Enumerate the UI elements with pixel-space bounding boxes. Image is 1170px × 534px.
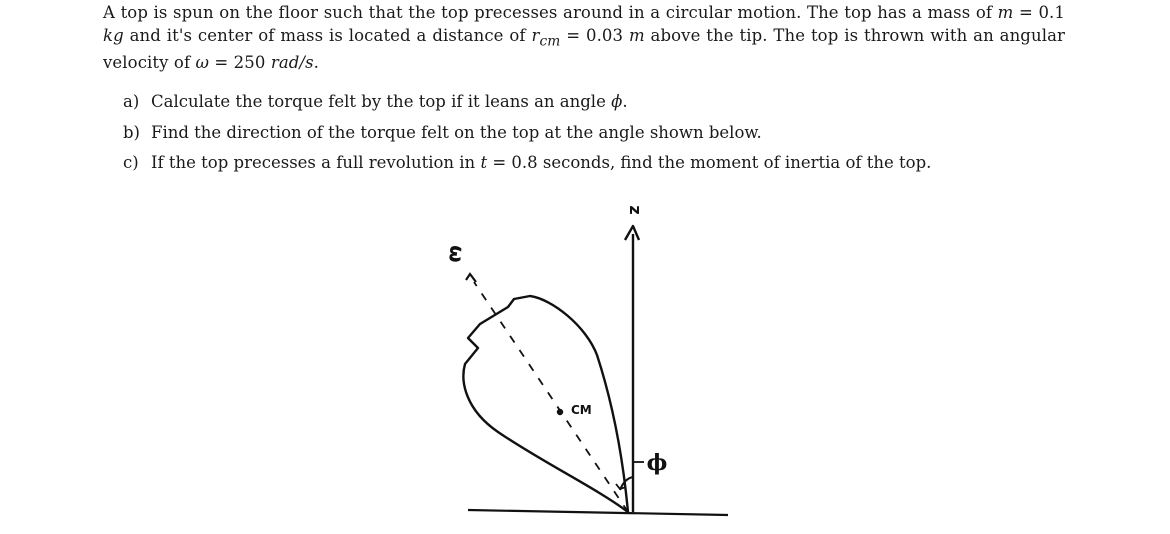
part-b-letter: b) <box>123 122 140 142</box>
part-a-text <box>151 92 628 111</box>
problem-statement <box>103 2 1065 75</box>
part-a <box>123 91 1023 122</box>
z-label: z <box>626 205 645 215</box>
part-c <box>123 152 1023 183</box>
rcm-unit: m <box>628 25 645 45</box>
omega-symbol: ω <box>195 53 210 73</box>
part-c-text <box>151 153 931 172</box>
problem-text-1: A top is spun on the floor such that the top precesses around in a circular motion. The top has a mass of <box>103 3 998 22</box>
omega-label: ω <box>444 244 470 264</box>
top-diagram <box>430 190 770 530</box>
omega-equals: = 250 <box>209 53 271 73</box>
spinning-top-figure <box>430 190 770 530</box>
problem-text-3: above the tip. The top is thrown with an angular velocity of <box>103 25 1065 73</box>
mass-symbol: m <box>997 3 1014 22</box>
part-a-text-main: Calculate the torque felt by the top if it leans an angle <box>151 92 612 111</box>
omega-unit: rad/s <box>270 53 314 73</box>
part-c-letter: c) <box>123 153 139 172</box>
omega-arrowhead <box>466 274 476 282</box>
rcm-symbol: r <box>531 25 540 45</box>
mass-unit: kg <box>103 25 124 45</box>
part-c-text-main: If the top precesses a full revolution in <box>151 153 481 172</box>
part-c-tail: = 0.8 seconds, find the moment of inertia of the top. <box>487 153 932 172</box>
floor-line <box>468 510 728 515</box>
part-c-var: t <box>480 153 488 172</box>
part-a-tail: . <box>622 92 628 111</box>
top-body <box>463 296 628 512</box>
mass-equals: = 0.1 <box>1013 3 1066 22</box>
question-parts <box>123 91 1023 183</box>
part-b <box>123 122 1023 153</box>
spin-axis <box>474 282 628 512</box>
part-b-text <box>151 123 762 142</box>
rcm-subscript: cm <box>539 32 561 49</box>
phi-label: ϕ <box>646 450 668 476</box>
problem-end: . <box>313 53 320 73</box>
part-a-var: ϕ <box>611 92 623 111</box>
cm-point <box>557 409 563 415</box>
problem-text-2: and it's center of mass is located a distance of <box>123 25 532 45</box>
cm-label: CM <box>571 403 592 417</box>
part-b-text-main: Find the direction of the torque felt on the top at the angle shown below. <box>151 122 762 142</box>
part-a-letter: a) <box>123 92 140 111</box>
rcm-equals: = 0.03 <box>560 25 629 45</box>
